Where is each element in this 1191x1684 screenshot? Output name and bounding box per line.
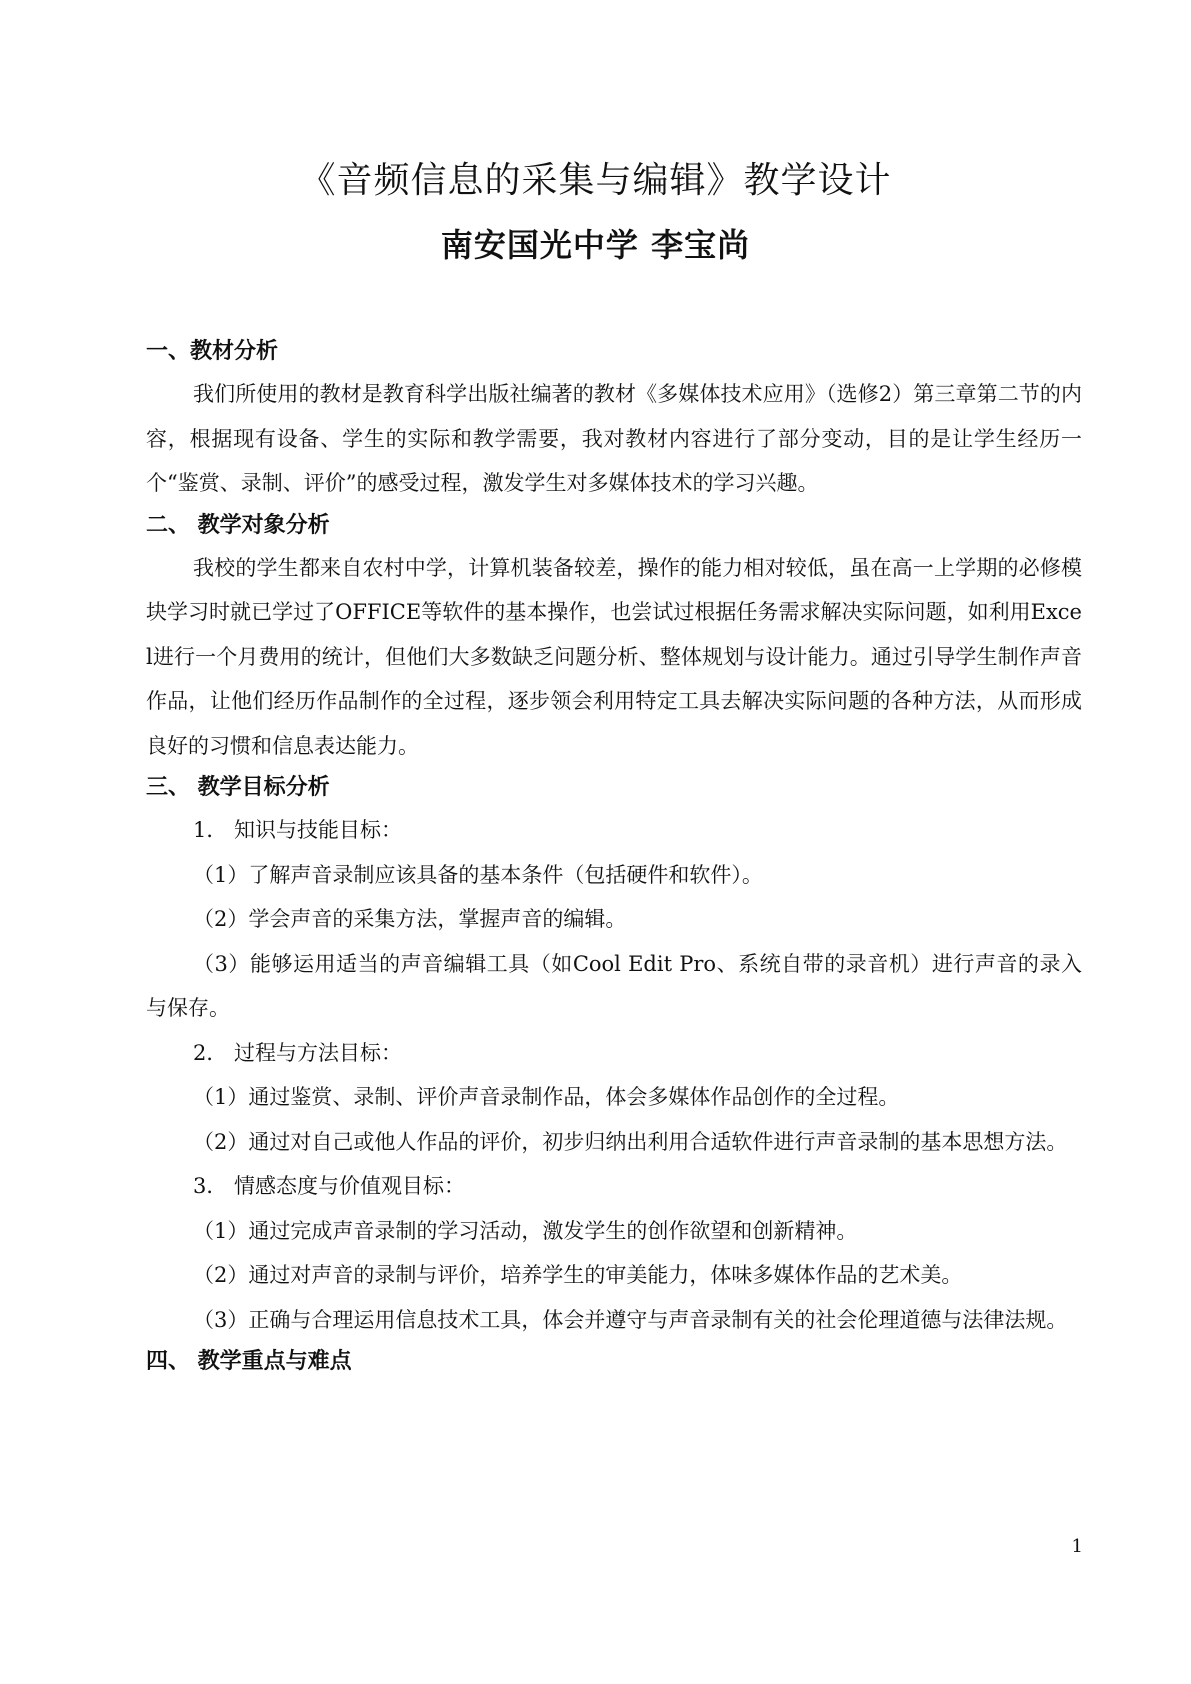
goal-attitude-item-1: （1）通过完成声音录制的学习活动，激发学生的创作欲望和创新精神。 (193, 1218, 858, 1243)
author-line: 南安国光中学 李宝尚 (440, 226, 751, 264)
goal-attitude-item-2: （2）通过对声音的录制与评价，培养学生的审美能力，体味多媒体作品的艺术美。 (193, 1263, 963, 1287)
section-heading-key-points: 四、 教学重点与难点 (146, 1349, 352, 1374)
goal-knowledge-item-3: （3）能够运用适当的声音编辑工具（如Cool Edit Pro、系统自带的录音机）进行声音的录入与保存。 (146, 951, 1082, 1020)
document-body (146, 332, 1082, 1382)
goal-process-item-1: （1）通过鉴赏、录制、评价声音录制作品，体会多媒体作品创作的全过程。 (193, 1085, 900, 1109)
goal-process-item-2: （2）通过对自己或他人作品的评价，初步归纳出利用合适软件进行声音录制的基本思想方法。 (193, 1129, 1068, 1154)
document-title: 《音频信息的采集与编辑》教学设计 (299, 160, 892, 201)
goal-knowledge-skills-label: 1． 知识与技能目标： (193, 818, 403, 842)
goal-knowledge-item-2: （2）学会声音的采集方法，掌握声音的编辑。 (193, 907, 627, 931)
goal-process-methods-label: 2． 过程与方法目标： (193, 1040, 403, 1065)
textbook-analysis-paragraph: 我们所使用的教材是教育科学出版社编著的教材《多媒体技术应用》（选修2）第三章第二节的内容，根据现有设备、学生的实际和教学需要，我对教材内容进行了部分变动，目的是让学生经历一个“鉴赏、录制、评价”的感受过程，激发学生对多媒体技术的学习兴趣。 (146, 382, 1082, 495)
page-number: 1 (1071, 1536, 1083, 1557)
section-heading-learner-analysis: 二、 教学对象分析 (146, 512, 330, 538)
goal-attitude-values-label: 3． 情感态度与价值观目标： (193, 1174, 466, 1198)
goal-attitude-item-3: （3）正确与合理运用信息技术工具，体会并遵守与声音录制有关的社会伦理道德与法律法规。 (193, 1307, 1068, 1332)
learner-analysis-paragraph: 我校的学生都来自农村中学，计算机装备较差，操作的能力相对较低，虽在高一上学期的必修模块学习时就已学过了OFFICE等软件的基本操作，也尝试过根据任务需求解决实际问题，如利用Excel进行一个月费用的统计，但他们大多数缺乏问题分析、整体规划与设计能力。通过引导学生制作声音作品，让他们经历作品制作的全过程，逐步领会利用特定工具去解决实际问题的各种方法，从而形成良好的习惯和信息表达能力。 (146, 555, 1082, 758)
goal-knowledge-item-1: （1）了解声音录制应该具备的基本条件（包括硬件和软件）。 (193, 862, 763, 887)
section-heading-objectives: 三、 教学目标分析 (146, 775, 330, 800)
section-heading-textbook-analysis: 一、教材分析 (146, 339, 279, 364)
